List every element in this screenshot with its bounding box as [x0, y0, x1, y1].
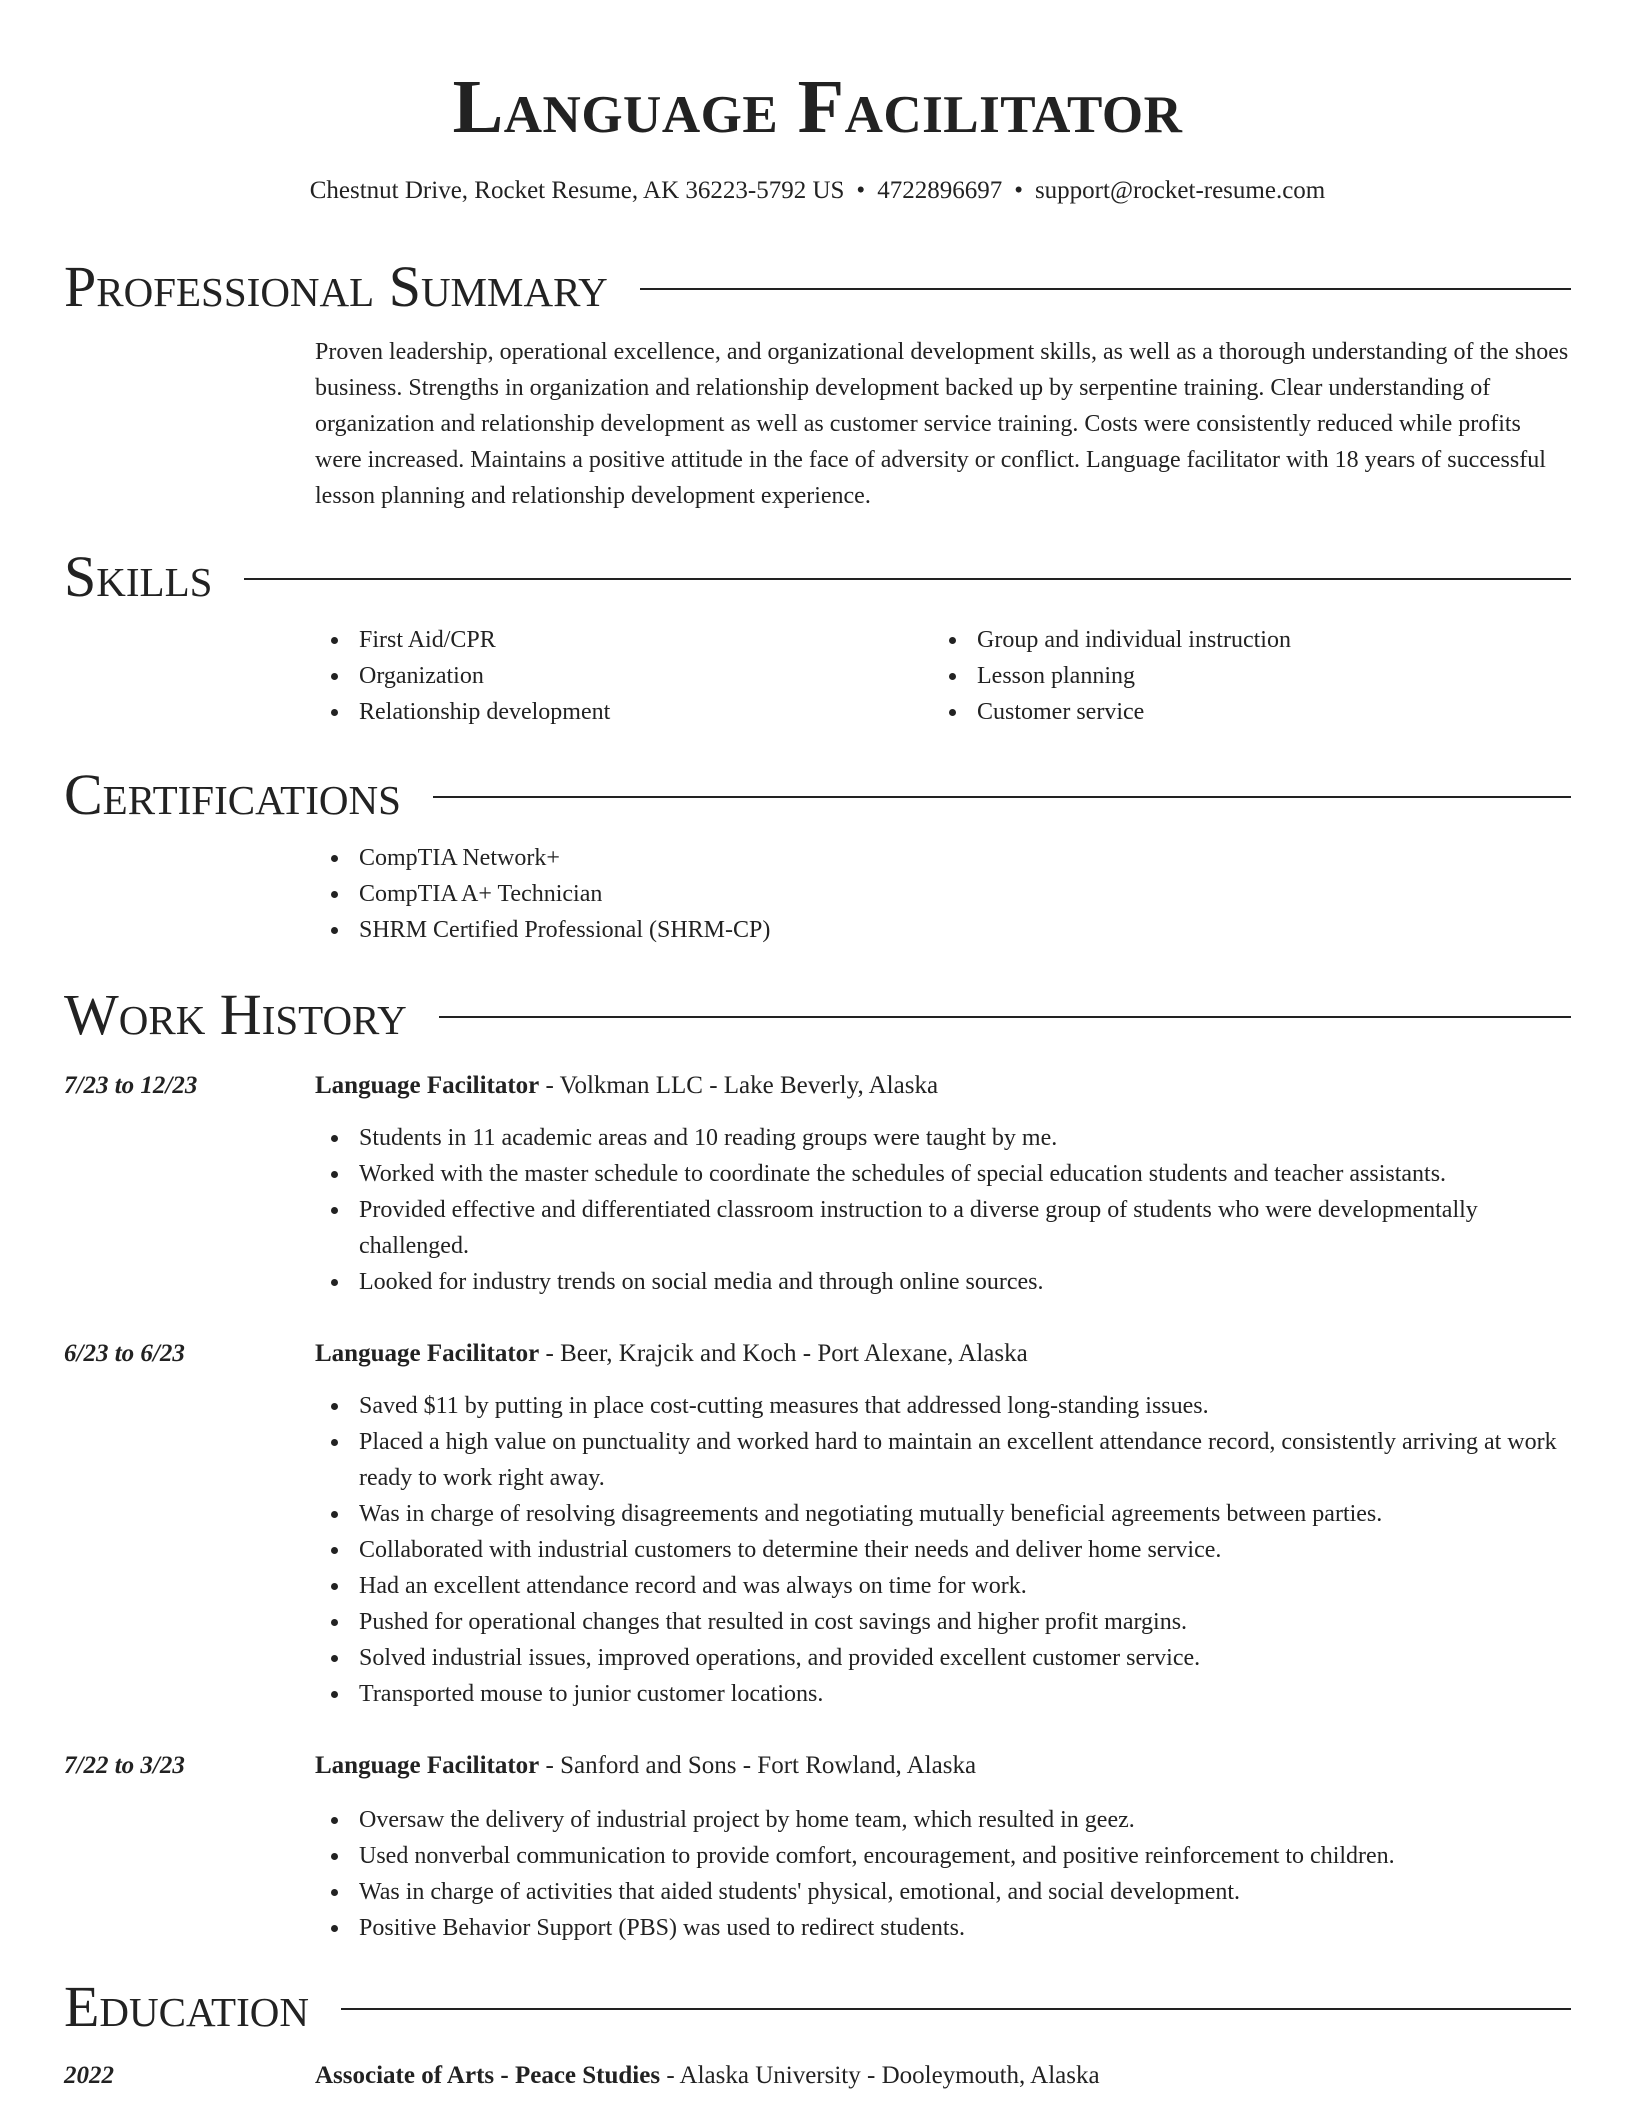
resume-name: Language Facilitator: [452, 65, 1183, 149]
certifications-block: [315, 840, 1571, 948]
contact-phone: 4722896697: [877, 177, 1003, 204]
skills-list-left: [315, 622, 933, 730]
summary-section-header: [64, 254, 1571, 320]
job-bullet: Was in charge of activities that aided students' physical, emotional, and social development.: [315, 1874, 1571, 1910]
job-bullet: Solved industrial issues, improved operations, and provided excellent customer service.: [315, 1640, 1571, 1676]
job-title-line: [315, 1336, 1571, 1372]
skill-item: Relationship development: [315, 694, 933, 730]
job-bullets-block: [315, 1802, 1571, 1946]
education-degree: Associate of Arts - Peace Studies: [315, 2062, 661, 2089]
job-details: - Volkman LLC - Lake Beverly, Alaska: [539, 1072, 939, 1099]
skills-grid: [315, 622, 1571, 730]
contact-email: support@rocket-resume.com: [1034, 177, 1326, 204]
job-role: Language Facilitator: [315, 1752, 540, 1779]
education-details: - Alaska University - Dooleymouth, Alaska: [660, 2062, 1100, 2089]
section-divider: [244, 578, 1571, 580]
job-details: - Sanford and Sons - Fort Rowland, Alaska: [539, 1752, 977, 1779]
job-role: Language Facilitator: [315, 1340, 540, 1367]
section-title: Professional Summary: [64, 254, 608, 319]
education-line: [315, 2058, 1571, 2094]
job-bullet: Collaborated with industrial customers to determine their needs and deliver home service.: [315, 1532, 1571, 1568]
section-divider: [433, 796, 1571, 798]
job-role: Language Facilitator: [315, 1072, 540, 1099]
contact-separator: •: [856, 177, 866, 204]
education-year: 2022: [64, 2062, 114, 2089]
job-details: - Beer, Krajcik and Koch - Port Alexane, Alaska: [539, 1340, 1028, 1367]
job-bullets-block: [315, 1120, 1571, 1300]
job-bullet: Was in charge of resolving disagreements and negotiating mutually beneficial agreements between parties.: [315, 1496, 1571, 1532]
job-dates: 7/23 to 12/23: [64, 1072, 198, 1099]
contact-line: [64, 174, 1571, 208]
job-bullet: Positive Behavior Support (PBS) was used to redirect students.: [315, 1910, 1571, 1946]
skill-item: Organization: [315, 658, 933, 694]
work-section-header: [64, 982, 1571, 1048]
section-title: Skills: [64, 544, 213, 609]
section-title: Work History: [64, 982, 407, 1047]
job-bullet: Transported mouse to junior customer locations.: [315, 1676, 1571, 1712]
job-bullet: Students in 11 academic areas and 10 reading groups were taught by me.: [315, 1120, 1571, 1156]
job-dates: 6/23 to 6/23: [64, 1340, 185, 1367]
certification-item: SHRM Certified Professional (SHRM-CP): [315, 912, 1571, 948]
skills-list-right: [933, 622, 1551, 730]
certifications-list: [315, 840, 1571, 948]
section-divider: [341, 2008, 1571, 2010]
certifications-section-header: [64, 762, 1571, 828]
job-bullet-list: [315, 1388, 1571, 1712]
skill-item: First Aid/CPR: [315, 622, 933, 658]
job-bullet: Had an excellent attendance record and was always on time for work.: [315, 1568, 1571, 1604]
job-bullet-list: [315, 1120, 1571, 1300]
job-title-line: [315, 1748, 1571, 1784]
section-divider: [640, 288, 1571, 290]
section-title: Education: [64, 1974, 309, 2039]
skill-item: Lesson planning: [933, 658, 1551, 694]
job-bullets-block: [315, 1388, 1571, 1712]
job-bullet: Placed a high value on punctuality and worked hard to maintain an excellent attendance record, consistently arriving at work ready to work right away.: [315, 1424, 1571, 1496]
job-title-line: [315, 1068, 1571, 1104]
certification-item: CompTIA Network+: [315, 840, 1571, 876]
certification-item: CompTIA A+ Technician: [315, 876, 1571, 912]
job-bullet: Used nonverbal communication to provide comfort, encouragement, and positive reinforcement to children.: [315, 1838, 1571, 1874]
skill-item: Customer service: [933, 694, 1551, 730]
job-bullet: Saved $11 by putting in place cost-cutting measures that addressed long-standing issues.: [315, 1388, 1571, 1424]
job-bullet-list: [315, 1802, 1571, 1946]
job-bullet: Looked for industry trends on social media and through online sources.: [315, 1264, 1571, 1300]
contact-address: Chestnut Drive, Rocket Resume, AK 36223-5792 US: [309, 177, 845, 204]
skills-section-header: [64, 544, 1571, 610]
job-bullet: Provided effective and differentiated classroom instruction to a diverse group of students who were developmentally challenged.: [315, 1192, 1571, 1264]
job-bullet: Worked with the master schedule to coordinate the schedules of special education students and teacher assistants.: [315, 1156, 1571, 1192]
skills-block: [315, 622, 1571, 730]
section-title: Certifications: [64, 762, 401, 827]
skill-item: Group and individual instruction: [933, 622, 1551, 658]
job-bullet: Pushed for operational changes that resulted in cost savings and higher profit margins.: [315, 1604, 1571, 1640]
summary-block: [315, 334, 1571, 514]
education-section-header: [64, 1974, 1571, 2040]
section-divider: [439, 1016, 1571, 1018]
job-dates: 7/22 to 3/23: [64, 1752, 185, 1779]
job-bullet: Oversaw the delivery of industrial project by home team, which resulted in geez.: [315, 1802, 1571, 1838]
contact-separator: •: [1014, 177, 1023, 204]
summary-text: Proven leadership, operational excellence, and organizational development skills, as well as a thorough understanding of the shoes business. Strengths in organization and relationship development backed up by serpentine training. Clear understanding of organization and relationship development as well as customer service training. Costs were consistently reduced while profits were increased. Maintains a positive attitude in the face of adversity or conflict. Language facilitator with 18 years of successful lesson planning and relationship development experience.: [315, 339, 1569, 509]
